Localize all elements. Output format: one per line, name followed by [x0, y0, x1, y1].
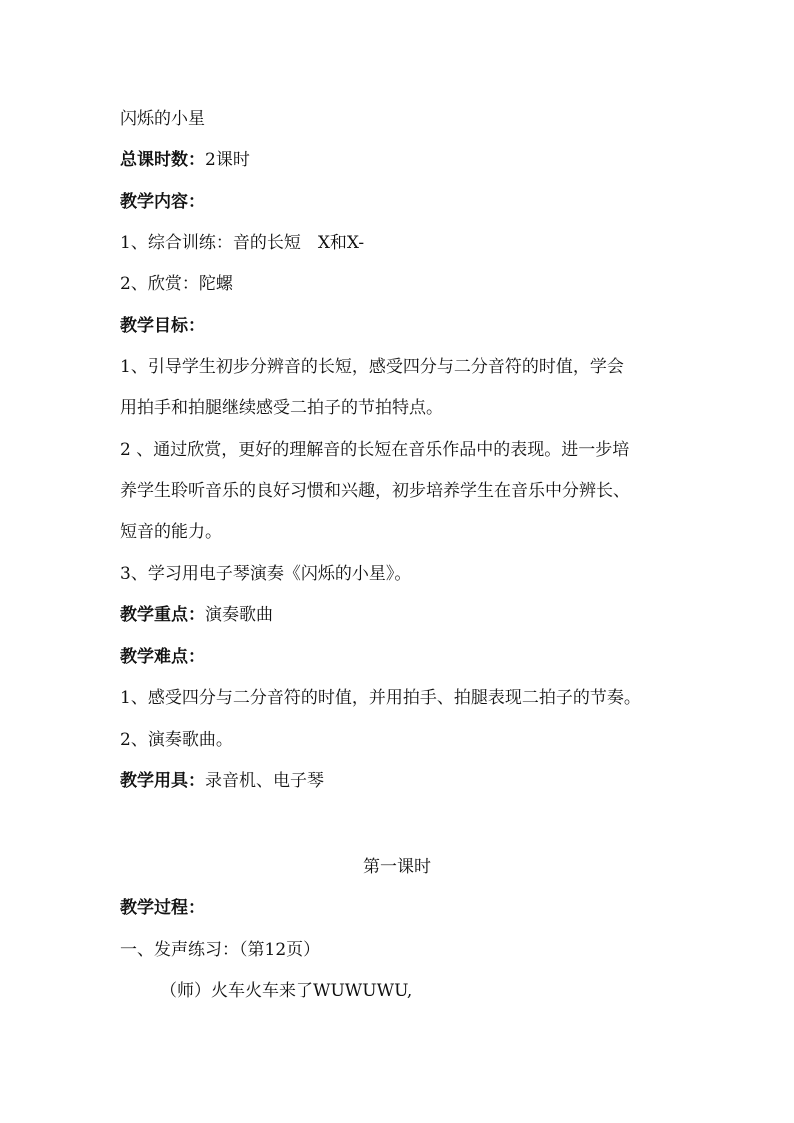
key-point-label: 教学重点： — [120, 605, 205, 625]
goals-heading: 教学目标： — [120, 316, 205, 336]
tools-row — [120, 770, 680, 792]
goal-2-line-2: 养学生聆听音乐的良好习惯和兴趣，初步培养学生在音乐中分辨长、 — [120, 481, 630, 501]
lesson-title: 第一课时 — [363, 857, 431, 877]
difficulty-heading: 教学难点： — [120, 647, 205, 667]
difficulty-item-2: 2、演奏歌曲。 — [120, 730, 233, 750]
content-item-1: 1、综合训练：音的长短 X和X- — [120, 233, 365, 253]
document-title: 闪烁的小星 — [120, 109, 205, 129]
difficulty-item-1: 1、感受四分与二分音符的时值，并用拍手、拍腿表现二拍子的节奏。 — [120, 688, 641, 708]
goal-2-line-1: 2 、通过欣赏，更好的理解音的长短在音乐作品中的表现。进一步培 — [120, 440, 630, 460]
process-heading: 教学过程： — [120, 898, 205, 918]
goal-1-line-2: 用拍手和拍腿继续感受二拍子的节拍特点。 — [120, 398, 443, 418]
process-step-1: 一、发声练习：（第12页） — [120, 940, 321, 960]
goal-2-line-3: 短音的能力。 — [120, 522, 222, 542]
total-hours-value: 2课时 — [205, 150, 250, 170]
tools-label: 教学用具： — [120, 771, 205, 791]
process-step-1-line: （师）火车火车来了WUWUWU, — [160, 981, 413, 1001]
key-point-value: 演奏歌曲 — [205, 605, 273, 625]
total-hours-row — [120, 149, 680, 171]
total-hours-label: 总课时数： — [120, 150, 205, 170]
content-heading: 教学内容： — [120, 192, 205, 212]
key-point-row — [120, 604, 680, 626]
goal-3: 3、学习用电子琴演奏《闪烁的小星》。 — [120, 564, 412, 584]
content-item-2: 2、欣赏：陀螺 — [120, 274, 233, 294]
tools-value: 录音机、电子琴 — [205, 771, 324, 791]
goal-1-line-1: 1、引导学生初步分辨音的长短，感受四分与二分音符的时值，学会 — [120, 357, 624, 377]
